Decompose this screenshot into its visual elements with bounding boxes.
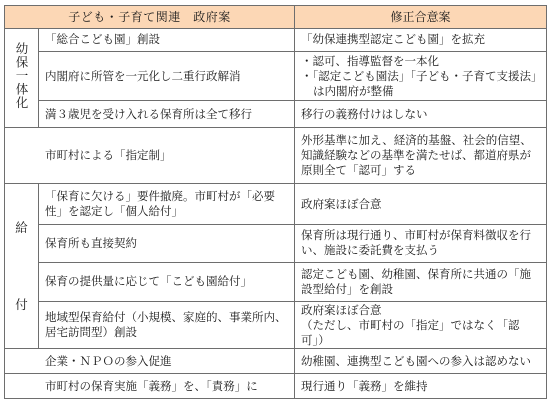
revised-cell: 幼稚園、連携型こども園への参入は認めない bbox=[295, 349, 547, 374]
table-row bbox=[5, 101, 547, 128]
revised-cell: 移行の義務付けはしない bbox=[295, 101, 547, 128]
gov-cell: 内閣府に所管を一元化し二重行政解消 bbox=[39, 51, 295, 101]
gov-cell: 「保育に欠ける」要件撤廃。市町村が「必要性」を認定し「個人給付」 bbox=[39, 183, 295, 224]
header-revised-agreement: 修正合意案 bbox=[295, 6, 547, 29]
table-row bbox=[5, 301, 547, 349]
gov-cell: 市町村の保育実施「義務」を、「責務」に bbox=[5, 374, 295, 399]
gov-cell: 地域型保育給付（小規模、家庭的、事業所内、居宅訪問型）創設 bbox=[39, 301, 295, 349]
list-item: ・ 「認定こども園法」「子ども・子育て支援法」は内閣府が整備 bbox=[301, 69, 540, 99]
revised-cell: 政府案ほぼ合意 bbox=[295, 183, 547, 224]
table-row bbox=[5, 183, 547, 224]
gov-cell: 満３歳児を受け入れる保育所は全て移行 bbox=[39, 101, 295, 128]
table-row bbox=[5, 349, 547, 374]
gov-cell: 市町村による「指定制」 bbox=[5, 128, 295, 184]
gov-cell: 保育の提供量に応じて「こども園給付」 bbox=[39, 262, 295, 301]
table-row bbox=[5, 51, 547, 101]
category-kyufu bbox=[5, 183, 39, 348]
table-row bbox=[5, 225, 547, 262]
revised-cell: 保育所は現行通り、市町村が保育料徴収を行い、施設に委託費を支払う bbox=[295, 225, 547, 262]
category-label: 給 付 bbox=[15, 220, 28, 313]
revised-cell bbox=[295, 51, 547, 101]
revised-cell: 「幼保連携型認定こども園」を拡充 bbox=[295, 29, 547, 52]
table-row bbox=[5, 262, 547, 301]
comparison-table bbox=[4, 5, 547, 399]
revised-cell: 外形基準に加え、経済的基盤、社会的信望、知識経験などの基準を満たせば、都道府県が原則全て「認可」する bbox=[295, 128, 547, 184]
revised-cell: 政府案ほぼ合意 （ただし、市町村の「指定」ではなく「認可」） bbox=[295, 301, 547, 349]
category-yoho-ittaika bbox=[5, 29, 39, 128]
table-row bbox=[5, 128, 547, 184]
header-row bbox=[5, 6, 547, 29]
gov-cell: 「総合こども園」創設 bbox=[39, 29, 295, 52]
table-row bbox=[5, 29, 547, 52]
table-row bbox=[5, 374, 547, 399]
list-item: ・ 認可、指導監督を一本化 bbox=[301, 54, 540, 69]
header-government-plan: 子ども・子育て関連 政府案 bbox=[5, 6, 295, 29]
category-label: 幼保一体化 bbox=[14, 42, 29, 110]
revised-cell: 認定こども園、幼稚園、保育所に共通の「施設型給付」を創設 bbox=[295, 262, 547, 301]
gov-cell: 保育所も直接契約 bbox=[39, 225, 295, 262]
revised-cell: 現行通り「義務」を維持 bbox=[295, 374, 547, 399]
gov-cell: 企業・ＮＰＯの参入促進 bbox=[5, 349, 295, 374]
